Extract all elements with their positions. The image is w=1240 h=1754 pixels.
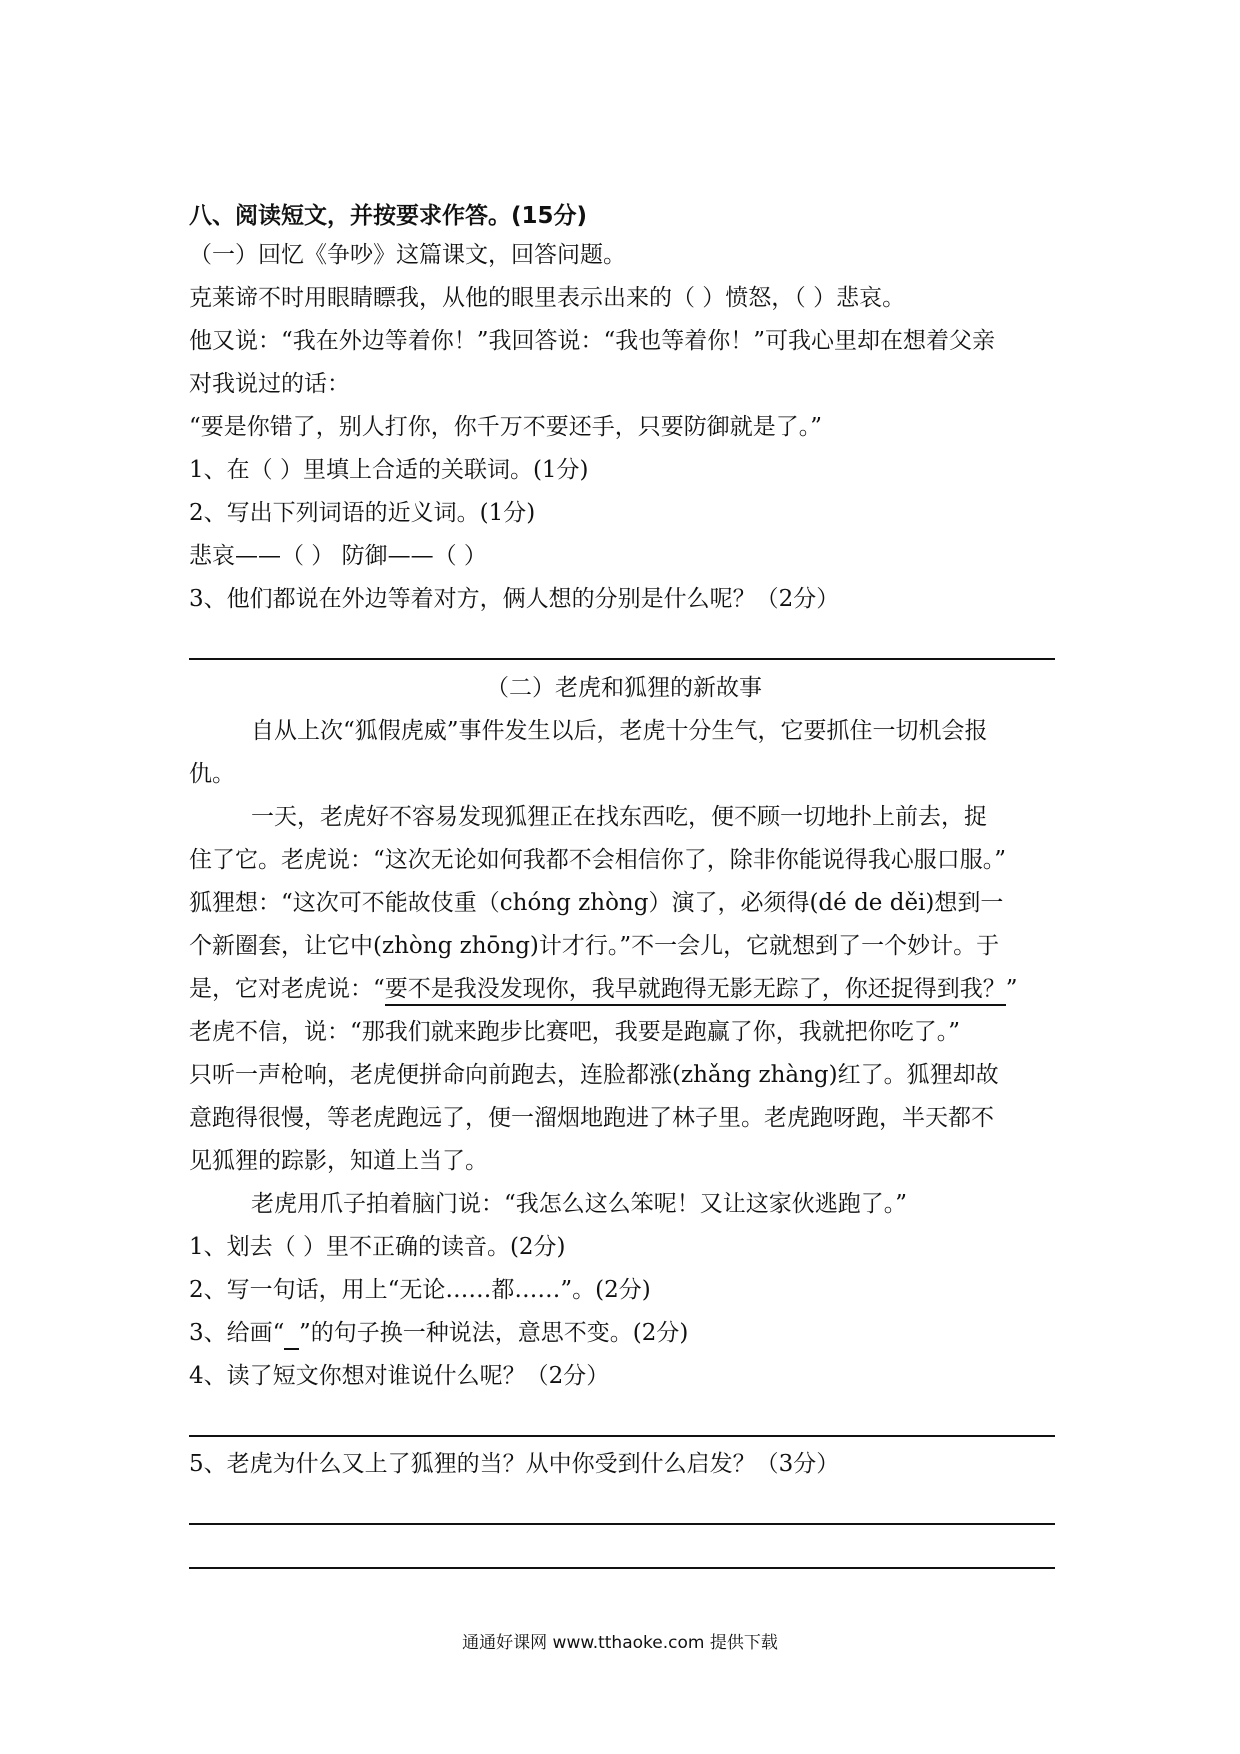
story-line: 见狐狸的踪影，知道上当了。	[189, 1148, 488, 1174]
underlined-sentence: 要不是我没发现你，我早就跑得无影无踪了，你还捉得到我？	[385, 976, 1006, 1006]
part1-text-line: 他又说：“我在外边等着你！”我回答说：“我也等着你！”可我心里却在想着父亲	[189, 328, 996, 354]
part2-question-4: 4、读了短文你想对谁说什么呢？（2分）	[189, 1363, 610, 1389]
story-line: 个新圈套，让它中(zhòng zhōng)计才行。”不一会儿，它就想到了一个妙计。于	[189, 933, 1000, 959]
story-line: 只听一声枪响，老虎便拼命向前跑去，连脸都涨(zhǎng zhàng)红了。狐狸却故	[189, 1062, 999, 1088]
answer-line[interactable]	[189, 1567, 1055, 1569]
part1-question-2-blanks: 悲哀——（ ） 防御——（ ）	[189, 543, 487, 569]
story-text: ”	[1005, 976, 1018, 1002]
underline-mark	[284, 1320, 299, 1350]
part2-heading: （二）老虎和狐狸的新故事	[486, 675, 762, 701]
story-line: 意跑得很慢，等老虎跑远了，便一溜烟地跑进了林子里。老虎跑呀跑，半天都不	[189, 1105, 994, 1131]
part2-question-3	[189, 1312, 1059, 1355]
part1-heading: （一）回忆《争吵》这篇课文，回答问题。	[189, 242, 626, 268]
part1-question-1: 1、在（ ）里填上合适的关联词。(1分)	[189, 457, 589, 483]
part2-question-2: 2、写一句话，用上“无论……都……”。(2分)	[189, 1277, 651, 1303]
part1-text-line: 克莱谛不时用眼睛瞟我，从他的眼里表示出来的（ ）愤怒，（ ）悲哀。	[189, 285, 906, 311]
story-text: 是，它对老虎说：“	[189, 976, 385, 1002]
section-title: 八、阅读短文，并按要求作答。(15分)	[189, 203, 588, 229]
part2-question-5: 5、老虎为什么又上了狐狸的当？从中你受到什么启发？（3分）	[189, 1451, 840, 1477]
footer-credit: 通通好课网 www.tthaoke.com 提供下载	[462, 1633, 778, 1653]
story-line: 狐狸想：“这次可不能故伎重（chóng zhòng）演了，必须得(dé de děi)想到一	[189, 890, 1004, 916]
part1-question-3: 3、他们都说在外边等着对方，俩人想的分别是什么呢？（2分）	[189, 586, 840, 612]
question-text: ”的句子换一种说法，意思不变。(2分)	[299, 1320, 689, 1346]
story-line: 一天，老虎好不容易发现狐狸正在找东西吃，便不顾一切地扑上前去，捉	[251, 804, 987, 830]
story-line: 住了它。老虎说：“这次无论如何我都不会相信你了，除非你能说得我心服口服。”	[189, 847, 1007, 873]
story-line-underlined	[189, 968, 1059, 1011]
question-text: 3、给画“	[189, 1320, 285, 1346]
story-line: 老虎用爪子拍着脑门说：“我怎么这么笨呢！又让这家伙逃跑了。”	[251, 1191, 908, 1217]
story-line: 仇。	[189, 761, 235, 787]
story-line: 自从上次“狐假虎威”事件发生以后，老虎十分生气，它要抓住一切机会报	[251, 718, 988, 744]
part1-text-line: “要是你错了，别人打你，你千万不要还手，只要防御就是了。”	[189, 414, 823, 440]
part1-text-line: 对我说过的话：	[189, 371, 350, 397]
worksheet-page	[189, 198, 1059, 1569]
part2-question-1: 1、划去（ ）里不正确的读音。(2分)	[189, 1234, 566, 1260]
story-line: 老虎不信，说：“那我们就来跑步比赛吧，我要是跑赢了你，我就把你吃了。”	[189, 1019, 961, 1045]
part1-question-2: 2、写出下列词语的近义词。(1分)	[189, 500, 536, 526]
